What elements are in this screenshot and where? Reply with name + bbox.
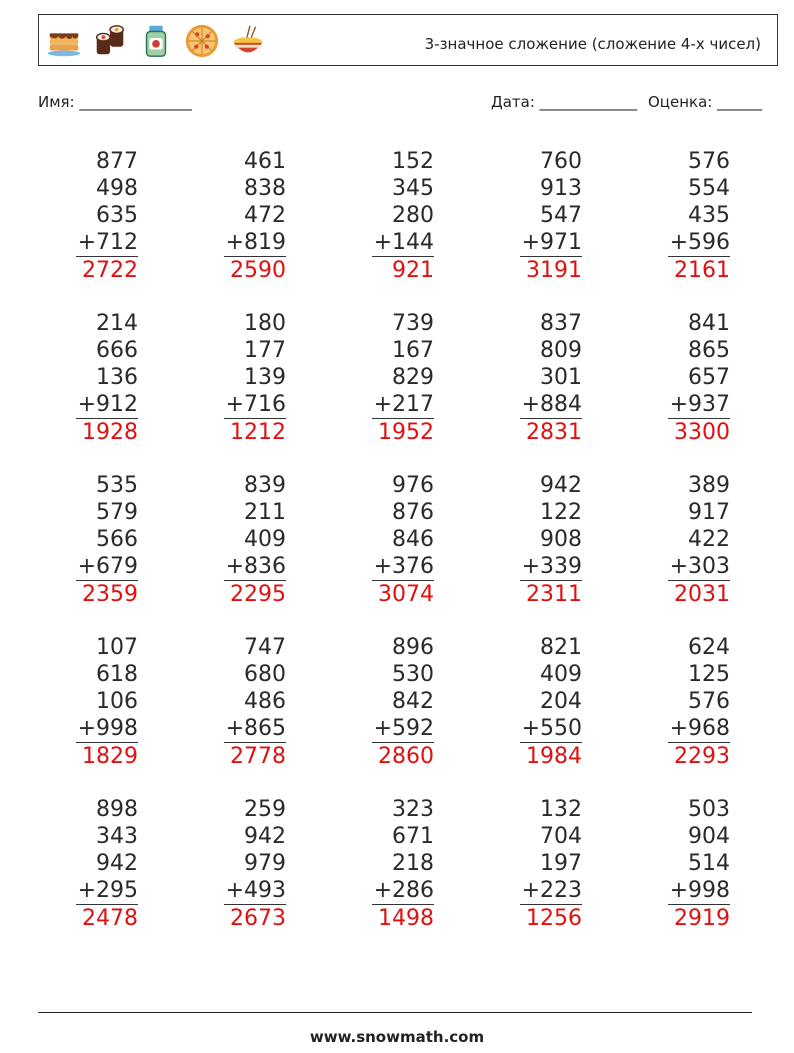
addend-1: 214 — [96, 311, 138, 336]
addition-problem — [224, 634, 286, 770]
addend-4: +712 — [77, 230, 138, 255]
answer: 1984 — [526, 744, 582, 769]
worksheet-title: 3-значное сложение (сложение 4-х чисел) — [424, 35, 761, 53]
addend-4: +968 — [669, 716, 730, 741]
addend-1: 821 — [540, 635, 582, 660]
addend-4: +592 — [373, 716, 434, 741]
addend-1: 942 — [540, 473, 582, 498]
addend-4: +865 — [225, 716, 286, 741]
answer: 1829 — [82, 744, 138, 769]
footer-site: www.snowmath.com — [309, 1028, 485, 1046]
addend-4: +998 — [77, 716, 138, 741]
addend-2: 680 — [244, 662, 286, 687]
addend-1: 877 — [96, 149, 138, 174]
addend-2: 666 — [96, 338, 138, 363]
addend-4: +295 — [77, 878, 138, 903]
addend-2: 167 — [392, 338, 434, 363]
addend-3: 842 — [392, 689, 434, 714]
answer: 2293 — [674, 744, 730, 769]
addend-1: 739 — [392, 311, 434, 336]
addend-2: 498 — [96, 176, 138, 201]
addend-4: +884 — [521, 392, 582, 417]
answer: 2161 — [674, 258, 730, 283]
addition-problem — [372, 634, 434, 770]
addition-problem — [224, 472, 286, 608]
addend-4: +836 — [225, 554, 286, 579]
addition-problem — [668, 310, 730, 446]
answer: 3074 — [378, 582, 434, 607]
addend-3: 514 — [688, 851, 730, 876]
addend-3: 979 — [244, 851, 286, 876]
addend-3: 635 — [96, 203, 138, 228]
addend-2: 865 — [688, 338, 730, 363]
addend-4: +303 — [669, 554, 730, 579]
addition-problem — [520, 310, 582, 446]
addend-1: 841 — [688, 311, 730, 336]
addition-problem — [668, 634, 730, 770]
addend-2: 917 — [688, 500, 730, 525]
addend-2: 345 — [392, 176, 434, 201]
addend-2: 343 — [96, 824, 138, 849]
addition-problem — [224, 796, 286, 932]
answer: 3300 — [674, 420, 730, 445]
addend-4: +493 — [225, 878, 286, 903]
addend-1: 323 — [392, 797, 434, 822]
addition-problem — [520, 148, 582, 284]
addend-1: 747 — [244, 635, 286, 660]
addition-problem — [76, 634, 138, 770]
answer: 2295 — [230, 582, 286, 607]
addend-2: 122 — [540, 500, 582, 525]
addend-2: 177 — [244, 338, 286, 363]
addend-2: 876 — [392, 500, 434, 525]
addend-2: 211 — [244, 500, 286, 525]
addition-problem — [76, 310, 138, 446]
answer: 2359 — [82, 582, 138, 607]
addend-4: +716 — [225, 392, 286, 417]
addend-3: 280 — [392, 203, 434, 228]
addend-3: 829 — [392, 365, 434, 390]
addend-3: 409 — [244, 527, 286, 552]
score-field: Оценка: ______ — [648, 93, 763, 111]
addend-2: 618 — [96, 662, 138, 687]
footer-divider — [38, 1012, 752, 1013]
addend-1: 576 — [688, 149, 730, 174]
addend-4: +998 — [669, 878, 730, 903]
addend-3: 139 — [244, 365, 286, 390]
addend-3: 547 — [540, 203, 582, 228]
addend-4: +819 — [225, 230, 286, 255]
addend-4: +217 — [373, 392, 434, 417]
addend-1: 107 — [96, 635, 138, 660]
name-field: Имя: _______________ — [38, 93, 192, 111]
addition-problem — [372, 310, 434, 446]
addend-1: 624 — [688, 635, 730, 660]
date-field: Дата: _____________ — [491, 93, 638, 111]
addend-1: 837 — [540, 311, 582, 336]
answer: 2031 — [674, 582, 730, 607]
answer: 2860 — [378, 744, 434, 769]
addend-1: 389 — [688, 473, 730, 498]
addend-4: +679 — [77, 554, 138, 579]
addend-4: +286 — [373, 878, 434, 903]
addend-2: 704 — [540, 824, 582, 849]
addend-3: 197 — [540, 851, 582, 876]
addend-4: +596 — [669, 230, 730, 255]
answer: 1498 — [378, 906, 434, 931]
addend-2: 671 — [392, 824, 434, 849]
addition-problem — [372, 148, 434, 284]
addend-2: 942 — [244, 824, 286, 849]
addend-4: +550 — [521, 716, 582, 741]
addend-2: 554 — [688, 176, 730, 201]
addend-3: 422 — [688, 527, 730, 552]
addend-2: 530 — [392, 662, 434, 687]
addend-3: 486 — [244, 689, 286, 714]
addend-1: 896 — [392, 635, 434, 660]
addend-2: 913 — [540, 176, 582, 201]
addend-1: 760 — [540, 149, 582, 174]
addition-problem — [520, 634, 582, 770]
addend-1: 259 — [244, 797, 286, 822]
addend-3: 846 — [392, 527, 434, 552]
addition-problem — [668, 796, 730, 932]
answer: 1952 — [378, 420, 434, 445]
addend-4: +339 — [521, 554, 582, 579]
answer: 3191 — [526, 258, 582, 283]
addend-3: 908 — [540, 527, 582, 552]
addend-2: 904 — [688, 824, 730, 849]
answer: 1256 — [526, 906, 582, 931]
addition-problem — [668, 472, 730, 608]
addend-1: 839 — [244, 473, 286, 498]
answer: 2478 — [82, 906, 138, 931]
addend-2: 125 — [688, 662, 730, 687]
addition-problem — [76, 472, 138, 608]
addend-3: 942 — [96, 851, 138, 876]
answer: 921 — [392, 258, 434, 283]
answer: 2722 — [82, 258, 138, 283]
addend-1: 976 — [392, 473, 434, 498]
addend-3: 301 — [540, 365, 582, 390]
addend-4: +912 — [77, 392, 138, 417]
answer: 2673 — [230, 906, 286, 931]
addend-3: 204 — [540, 689, 582, 714]
addend-1: 503 — [688, 797, 730, 822]
addend-2: 409 — [540, 662, 582, 687]
addend-4: +144 — [373, 230, 434, 255]
addition-problem — [372, 472, 434, 608]
addend-3: 472 — [244, 203, 286, 228]
addend-3: 106 — [96, 689, 138, 714]
addend-2: 838 — [244, 176, 286, 201]
addition-problem — [76, 148, 138, 284]
addend-3: 435 — [688, 203, 730, 228]
addition-problem — [520, 796, 582, 932]
addend-1: 898 — [96, 797, 138, 822]
answer: 2919 — [674, 906, 730, 931]
addend-4: +937 — [669, 392, 730, 417]
answer: 1212 — [230, 420, 286, 445]
addition-problem — [372, 796, 434, 932]
answer: 2831 — [526, 420, 582, 445]
addend-4: +376 — [373, 554, 434, 579]
addend-3: 218 — [392, 851, 434, 876]
addend-4: +971 — [521, 230, 582, 255]
addend-4: +223 — [521, 878, 582, 903]
answer: 2778 — [230, 744, 286, 769]
addend-1: 180 — [244, 311, 286, 336]
addend-1: 461 — [244, 149, 286, 174]
addition-problem — [224, 148, 286, 284]
addend-3: 576 — [688, 689, 730, 714]
answer: 2590 — [230, 258, 286, 283]
addend-3: 566 — [96, 527, 138, 552]
addition-problem — [76, 796, 138, 932]
addend-3: 657 — [688, 365, 730, 390]
answer: 2311 — [526, 582, 582, 607]
answer: 1928 — [82, 420, 138, 445]
addition-problem — [520, 472, 582, 608]
addition-problem — [668, 148, 730, 284]
addend-3: 136 — [96, 365, 138, 390]
addend-1: 132 — [540, 797, 582, 822]
addition-problem — [224, 310, 286, 446]
addend-2: 809 — [540, 338, 582, 363]
addend-2: 579 — [96, 500, 138, 525]
addend-1: 152 — [392, 149, 434, 174]
addend-1: 535 — [96, 473, 138, 498]
